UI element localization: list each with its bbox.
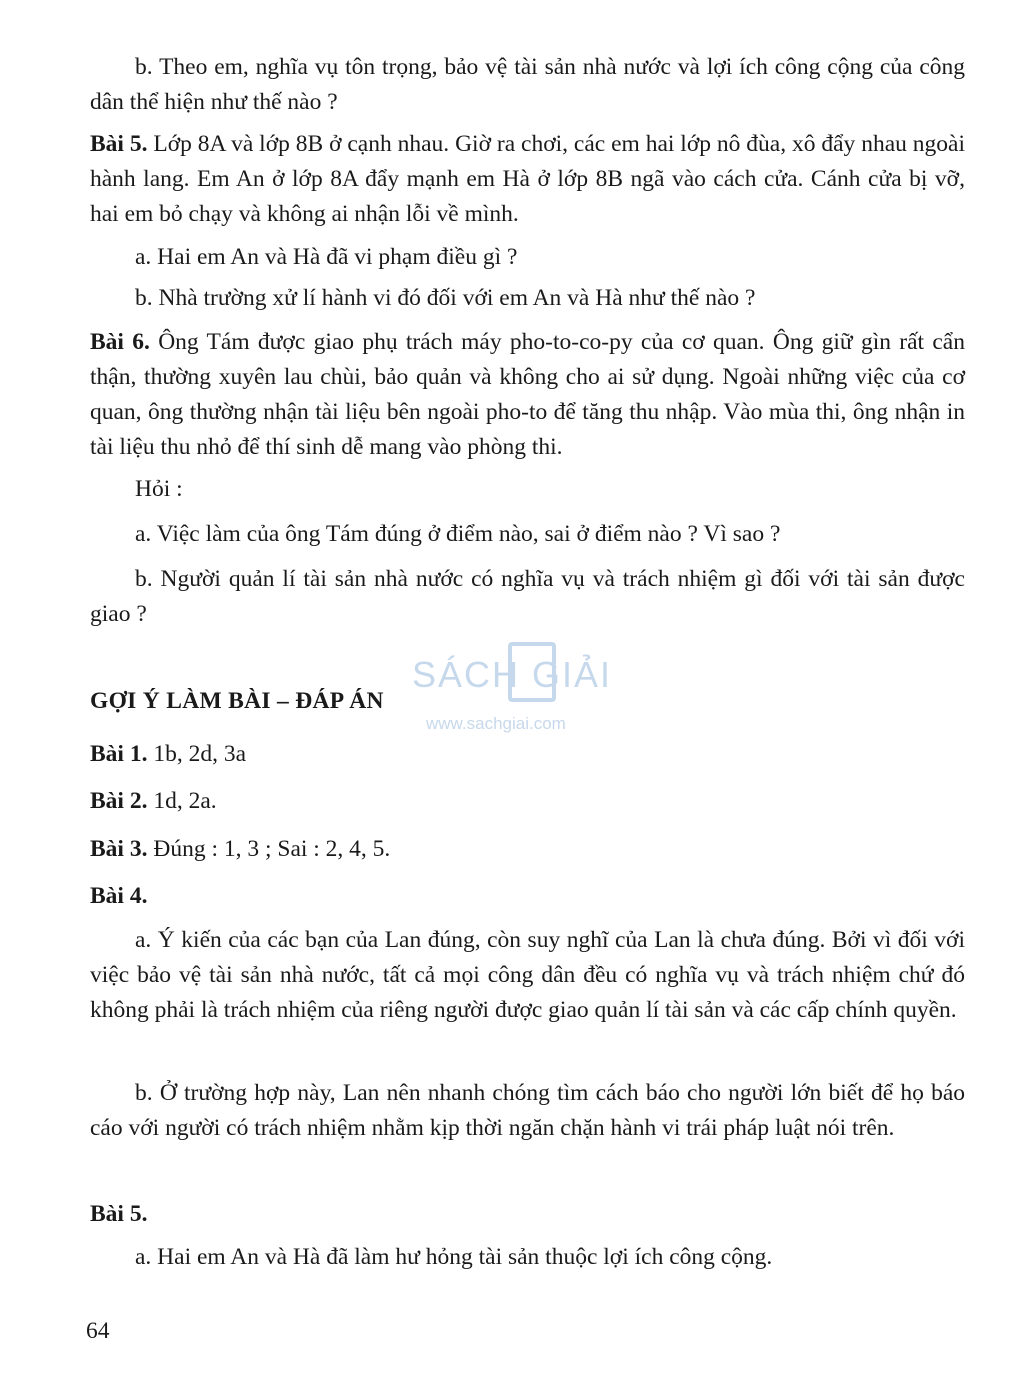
answer2 [90,784,965,819]
exercise6-question [90,325,965,465]
exercise5-question-a: a. Hai em An và Hà đã vi phạm điều gì ? [135,244,518,270]
exercise6-label: Bài 6. [90,329,150,355]
answer3 [90,832,965,867]
answer4-b: b. Ở trường hợp này, Lan nên nhanh chóng tìm cách báo cho người lớn biết để họ báo cáo với người có trách nhiệm nhằm kịp thời ngăn chặn hành vi trái pháp luật nói trên. [90,1080,965,1141]
answer2-label: Bài 2. [90,788,148,814]
watermark-url: www.sachgiai.com [426,714,566,733]
answer4 [90,879,965,914]
exercise4-question-b: b. Theo em, nghĩa vụ tôn trọng, bảo vệ tài sản nhà nước và lợi ích công cộng của công dân thể hiện như thế nào ? [90,54,965,115]
watermark [412,640,617,740]
answer3-text: Đúng : 1, 3 ; Sai : 2, 4, 5. [147,836,391,862]
answer5 [90,1197,965,1232]
answer4-a: a. Ý kiến của các bạn của Lan đúng, còn suy nghĩ của Lan là chưa đúng. Bởi vì đối với việc bảo vệ tài sản nhà nước, tất cả mọi công dân đều có nghĩa vụ và trách nhiệm chứ đó không phải là trách nhiệm của riêng người được giao quản lí tài sản và các cấp chính quyền. [90,927,965,1023]
exercise6-question-a: a. Việc làm của ông Tám đúng ở điểm nào, sai ở điểm nào ? Vì sao ? [135,521,781,547]
page-number: 64 [86,1318,110,1344]
answers-heading: GỢI Ý LÀM BÀI – ĐÁP ÁN [90,688,384,714]
exercise5-question [90,127,965,232]
exercise6-question-b: b. Người quản lí tài sản nhà nước có nghĩa vụ và trách nhiệm gì đối với tài sản được giao ? [90,566,965,627]
answer5-a: a. Hai em An và Hà đã làm hư hỏng tài sản thuộc lợi ích công cộng. [135,1244,773,1270]
answer2-text: 1d, 2a. [147,788,217,814]
exercise5-text: Lớp 8A và lớp 8B ở cạnh nhau. Giờ ra chơi, các em hai lớp nô đùa, xô đẩy nhau ngoài hành lang. Em An ở lớp 8A đẩy mạnh em Hà ở lớp 8B ngã vào cách cửa. Cánh cửa bị vỡ, hai em bỏ chạy và không ai nhận lỗi về mình. [90,131,965,227]
answer3-label: Bài 3. [90,836,148,862]
exercise6-ask: Hỏi : [135,476,183,502]
exercise5-question-b: b. Nhà trường xử lí hành vi đó đối với em An và Hà như thế nào ? [135,285,756,311]
exercise6-text: Ông Tám được giao phụ trách máy pho-to-co-py của cơ quan. Ông giữ gìn rất cẩn thận, thường xuyên lau chùi, bảo quản và không cho ai sử dụng. Ngoài những việc của cơ quan, ông thường nhận tài liệu bên ngoài pho-to để tăng thu nhập. Vào mùa thi, ông nhận in tài liệu thu nhỏ để thí sinh dễ mang vào phòng thi. [90,329,965,460]
answer4-label: Bài 4. [90,883,148,909]
answer5-label: Bài 5. [90,1201,148,1227]
exercise5-label: Bài 5. [90,131,148,157]
watermark-brand: SÁCH GIẢI [412,654,613,695]
answer1-text: 1b, 2d, 3a [147,741,247,767]
answer1 [90,737,965,772]
answer1-label: Bài 1. [90,741,148,767]
